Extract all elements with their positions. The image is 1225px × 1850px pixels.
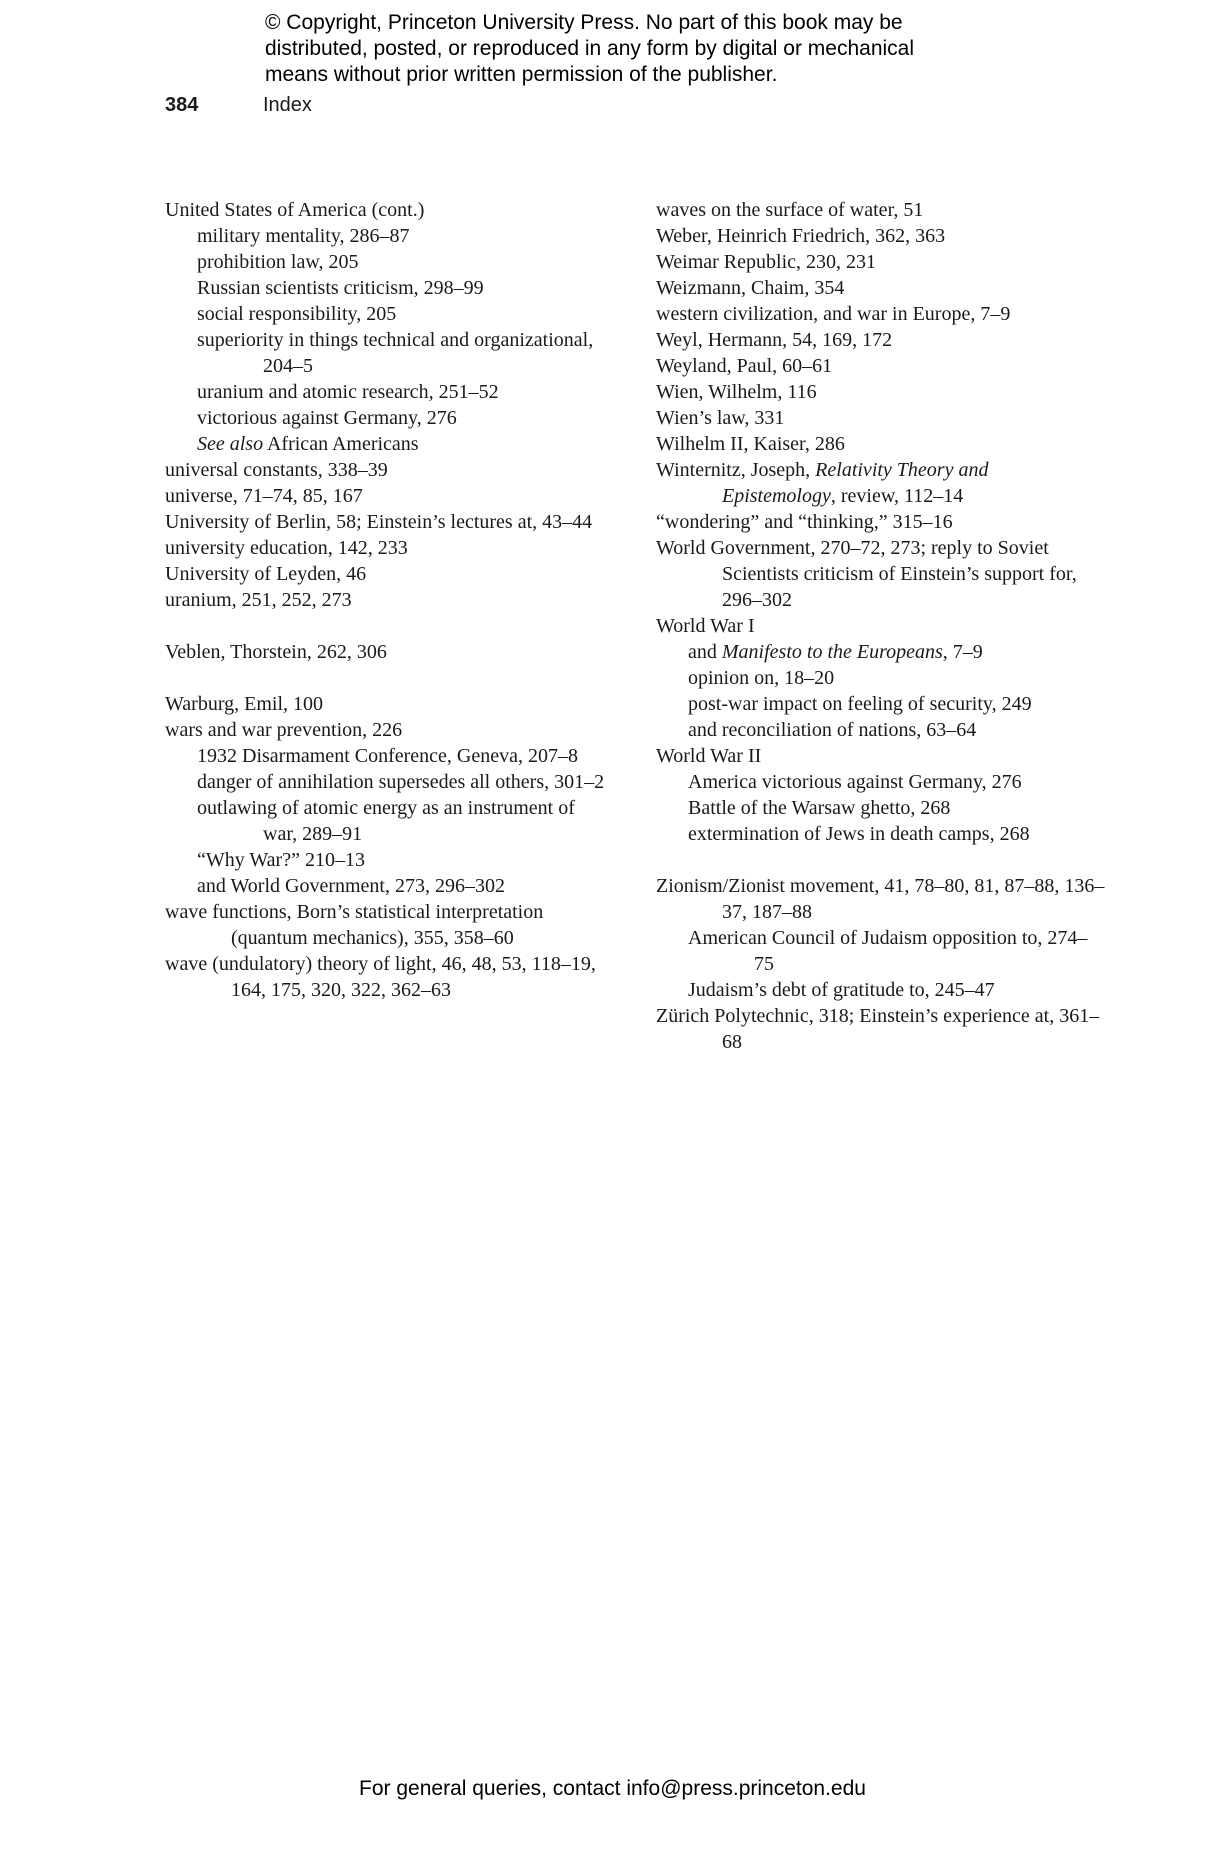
index-subentry: social responsibility, 205 [197, 303, 397, 325]
index-entry: university education, 142, 233 [165, 537, 408, 559]
index-subentry: outlawing of atomic energy as an instrument of war, 289–91 [197, 797, 575, 845]
index-entry: World Government, 270–72, 273; reply to Soviet Scientists criticism of Einstein’s support for, 296–302 [656, 537, 1077, 611]
copyright-line: means without prior written permission of the publisher. [265, 63, 778, 86]
index-subentry: America victorious against Germany, 276 [688, 771, 1022, 793]
entry-text: , 7–9 [942, 641, 983, 663]
index-subentry [165, 431, 605, 457]
index-entry: Wien, Wilhelm, 116 [656, 381, 817, 403]
copyright-notice [265, 10, 1025, 88]
index-subentry: victorious against Germany, 276 [197, 407, 457, 429]
index-subentry: danger of annihilation supersedes all others, 301–2 [197, 771, 605, 793]
index-subentry: and reconciliation of nations, 63–64 [688, 719, 977, 741]
index-entry: waves on the surface of water, 51 [656, 199, 924, 221]
index-entry [656, 457, 1106, 509]
index-entry: Weyl, Hermann, 54, 169, 172 [656, 329, 893, 351]
index-entry: “wondering” and “thinking,” 315–16 [656, 511, 953, 533]
copyright-line: distributed, posted, or reproduced in any form by digital or mechanical [265, 37, 915, 60]
index-entry: Weyland, Paul, 60–61 [656, 355, 833, 377]
index-subentry: post-war impact on feeling of security, 249 [688, 693, 1032, 715]
index-subentry: and World Government, 273, 296–302 [197, 875, 505, 897]
index-subentry: opinion on, 18–20 [688, 667, 835, 689]
index-subentry [656, 639, 1106, 665]
index-column-left [165, 197, 605, 1003]
index-column-right [656, 197, 1106, 1055]
index-entry: wave (undulatory) theory of light, 46, 48, 53, 118–19, 164, 175, 320, 322, 362–63 [165, 953, 596, 1001]
index-entry: wave functions, Born’s statistical interpretation (quantum mechanics), 355, 358–60 [165, 901, 544, 949]
index-subentry: superiority in things technical and organizational, 204–5 [197, 329, 594, 377]
index-entry: World War I [656, 615, 755, 637]
section-title: Index [263, 94, 312, 116]
running-head [165, 92, 312, 118]
index-entry: University of Berlin, 58; Einstein’s lectures at, 43–44 [165, 511, 593, 533]
index-entry: University of Leyden, 46 [165, 563, 367, 585]
index-entry: uranium, 251, 252, 273 [165, 589, 352, 611]
index-subentry: prohibition law, 205 [197, 251, 359, 273]
italic-term: See also [197, 433, 264, 455]
index-subentry: military mentality, 286–87 [197, 225, 410, 247]
index-entry: World War II [656, 745, 762, 767]
index-entry: Wien’s law, 331 [656, 407, 785, 429]
page-number: 384 [165, 94, 199, 116]
index-entry: Warburg, Emil, 100 [165, 693, 323, 715]
index-entry: wars and war prevention, 226 [165, 719, 403, 741]
index-entry: Veblen, Thorstein, 262, 306 [165, 641, 387, 663]
index-entry: Weizmann, Chaim, 354 [656, 277, 845, 299]
index-entry: Zürich Polytechnic, 318; Einstein’s experience at, 361–68 [656, 1005, 1100, 1053]
entry-gap [656, 847, 1106, 873]
italic-title: Relativity Theory and Epistemology [722, 459, 989, 507]
index-entry: Wilhelm II, Kaiser, 286 [656, 433, 845, 455]
italic-title: Manifesto to the Europeans [721, 641, 943, 663]
index-subentry: American Council of Judaism opposition to, 274–75 [688, 927, 1088, 975]
index-entry: universe, 71–74, 85, 167 [165, 485, 363, 507]
footer-contact: For general queries, contact info@press.princeton.edu [359, 1777, 866, 1800]
index-subentry: 1932 Disarmament Conference, Geneva, 207–8 [197, 745, 578, 767]
index-entry: Weber, Heinrich Friedrich, 362, 363 [656, 225, 946, 247]
index-entry: universal constants, 338–39 [165, 459, 388, 481]
index-subentry: Battle of the Warsaw ghetto, 268 [688, 797, 951, 819]
index-subentry: uranium and atomic research, 251–52 [197, 381, 499, 403]
entry-text: , review, 112–14 [830, 485, 964, 507]
entry-gap [165, 665, 605, 691]
index-entry: United States of America (cont.) [165, 199, 425, 221]
entry-text: African Americans [263, 433, 419, 455]
entry-gap [165, 613, 605, 639]
index-entry: western civilization, and war in Europe, 7–9 [656, 303, 1011, 325]
index-subentry: extermination of Jews in death camps, 268 [688, 823, 1030, 845]
entry-text: and [688, 641, 722, 663]
index-subentry: Russian scientists criticism, 298–99 [197, 277, 484, 299]
index-subentry: “Why War?” 210–13 [197, 849, 365, 871]
index-entry: Zionism/Zionist movement, 41, 78–80, 81, 87–88, 136–37, 187–88 [656, 875, 1105, 923]
copyright-line: © Copyright, Princeton University Press. No part of this book may be [265, 11, 903, 34]
index-subentry: Judaism’s debt of gratitude to, 245–47 [688, 979, 995, 1001]
index-entry: Weimar Republic, 230, 231 [656, 251, 877, 273]
entry-text: Winternitz, Joseph, [656, 459, 816, 481]
